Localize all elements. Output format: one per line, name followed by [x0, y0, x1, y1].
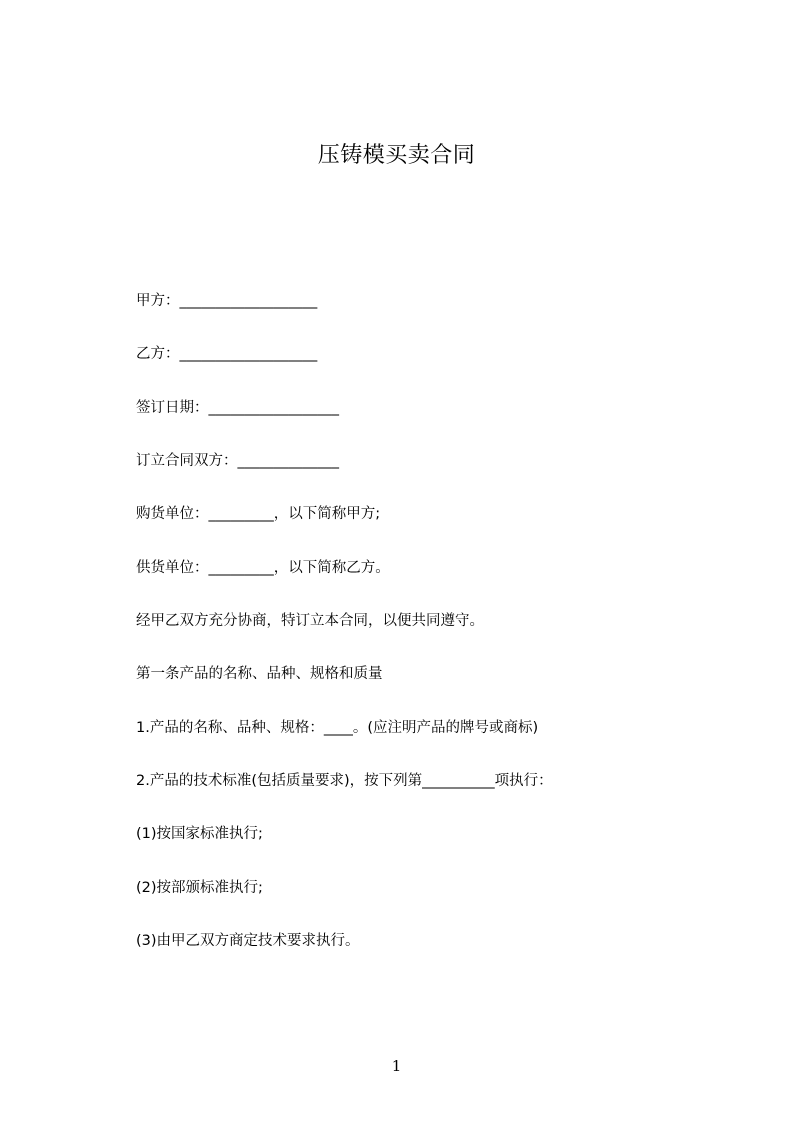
party-b-line: 乙方：___________________ [136, 346, 318, 362]
standard-option-two: (2)按部颁标准执行; [136, 880, 263, 896]
article-one-heading: 第一条产品的名称、品种、规格和质量 [136, 666, 383, 682]
standard-option-one: (1)按国家标准执行; [136, 826, 263, 842]
page-number: 1 [391, 1057, 402, 1075]
contracting-parties-line: 订立合同双方：______________ [136, 453, 339, 469]
party-a-line: 甲方：___________________ [136, 293, 318, 309]
technical-standard-line: 2.产品的技术标准(包括质量要求)，按下列第__________项执行： [136, 773, 553, 789]
document-title: 压铸模买卖合同 [317, 143, 476, 168]
standard-option-three: (3)由甲乙双方商定技术要求执行。 [136, 933, 360, 949]
agreement-statement-line: 经甲乙双方充分协商，特订立本合同，以便共同遵守。 [136, 613, 484, 629]
product-specification-line: 1.产品的名称、品种、规格：____。(应注明产品的牌号或商标) [136, 720, 539, 736]
supplier-unit-line: 供货单位：_________，以下简称乙方。 [136, 560, 390, 576]
buyer-unit-line: 购货单位：_________，以下简称甲方; [136, 506, 381, 522]
signing-date-line: 签订日期：__________________ [136, 400, 339, 416]
